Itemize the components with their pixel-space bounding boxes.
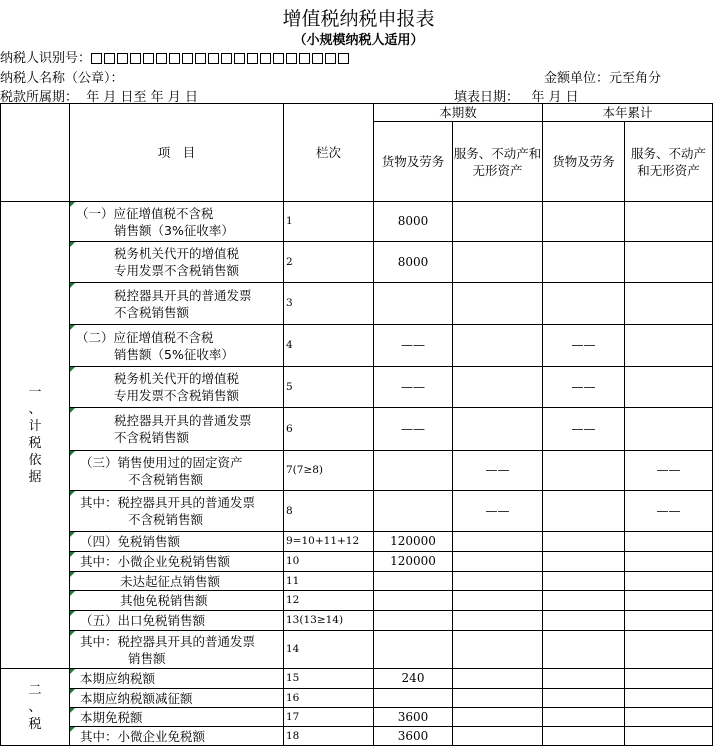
current-services-cell[interactable] xyxy=(453,242,543,283)
current-services-cell[interactable] xyxy=(453,325,543,367)
ytd-goods-cell[interactable] xyxy=(543,669,625,689)
current-services-cell[interactable] xyxy=(453,727,543,746)
ytd-goods-cell[interactable] xyxy=(543,451,625,491)
item-label: 其中：税控器具开具的普通发票 销售额 xyxy=(70,631,284,669)
item-label: （四）免税销售额 xyxy=(70,532,284,552)
current-services-cell[interactable] xyxy=(453,572,543,591)
current-goods-cell[interactable]: 240 xyxy=(374,669,453,689)
item-label: 本期应纳税额减征额 xyxy=(70,689,284,708)
ytd-goods-cell[interactable]: —— xyxy=(543,325,625,367)
current-services-cell[interactable] xyxy=(453,591,543,611)
tax-period-label: 税款所属期： xyxy=(0,90,79,105)
current-goods-cell[interactable] xyxy=(374,572,453,591)
lane-number: 13(13≥14) xyxy=(284,611,374,631)
item-label: 税控器具开具的普通发票 不含税销售额 xyxy=(70,408,284,451)
table-row xyxy=(1,591,713,611)
item-label: 税控器具开具的普通发票 不含税销售额 xyxy=(70,283,284,325)
current-goods-cell[interactable]: 3600 xyxy=(374,727,453,746)
ytd-goods-cell[interactable] xyxy=(543,532,625,552)
ytd-goods-cell[interactable] xyxy=(543,202,625,242)
lane-number: 9=10+11+12 xyxy=(284,532,374,552)
ytd-services-cell[interactable] xyxy=(625,325,713,367)
item-label: 税务机关代开的增值税 专用发票不含税销售额 xyxy=(70,242,284,283)
current-services-cell[interactable] xyxy=(453,631,543,669)
table-row xyxy=(1,283,713,325)
ytd-goods-cell[interactable]: —— xyxy=(543,408,625,451)
current-goods-cell[interactable] xyxy=(374,283,453,325)
lane-number: 17 xyxy=(284,708,374,727)
ytd-goods-cell[interactable] xyxy=(543,242,625,283)
ytd-goods-cell[interactable] xyxy=(543,552,625,572)
section-tax: 二 、 税 xyxy=(1,669,70,746)
item-label: （三）销售使用过的固定资产 不含税销售额 xyxy=(70,451,284,491)
table-row xyxy=(1,708,713,727)
table-row xyxy=(1,572,713,591)
form-title: 增值税纳税申报表 xyxy=(282,8,435,30)
col-header-cur-goods: 货物及劳务 xyxy=(374,122,453,202)
ytd-services-cell[interactable] xyxy=(625,408,713,451)
current-goods-cell[interactable]: —— xyxy=(374,367,453,408)
current-services-cell[interactable]: —— xyxy=(453,451,543,491)
item-label: 其他免税销售额 xyxy=(70,591,284,611)
col-header-ytd-services: 服务、不动产和无形资产 xyxy=(625,122,713,202)
current-goods-cell[interactable] xyxy=(374,491,453,532)
current-goods-cell[interactable]: 8000 xyxy=(374,202,453,242)
item-label: 本期应纳税额 xyxy=(70,669,284,689)
item-label: 本期免税额 xyxy=(70,708,284,727)
current-goods-cell[interactable]: 8000 xyxy=(374,242,453,283)
current-goods-cell[interactable] xyxy=(374,451,453,491)
table-row xyxy=(1,552,713,572)
current-services-cell[interactable] xyxy=(453,689,543,708)
table-row xyxy=(1,202,713,242)
lane-number: 15 xyxy=(284,669,374,689)
lane-number: 5 xyxy=(284,367,374,408)
ytd-services-cell[interactable] xyxy=(625,242,713,283)
ytd-services-cell[interactable]: —— xyxy=(625,491,713,532)
current-services-cell[interactable] xyxy=(453,669,543,689)
item-label: （二）应征增值税不含税 销售额（5%征收率） xyxy=(70,325,284,367)
table-row xyxy=(1,325,713,367)
lane-number: 8 xyxy=(284,491,374,532)
ytd-goods-cell[interactable] xyxy=(543,708,625,727)
lane-number: 10 xyxy=(284,552,374,572)
section-tax-basis: 一 、 计 税 依 据 xyxy=(1,202,70,669)
ytd-services-cell[interactable] xyxy=(625,689,713,708)
ytd-services-cell[interactable] xyxy=(625,283,713,325)
table-row xyxy=(1,491,713,532)
current-services-cell[interactable] xyxy=(453,552,543,572)
current-goods-cell[interactable] xyxy=(374,591,453,611)
taxpayer-id-boxes[interactable] xyxy=(91,51,351,66)
current-goods-cell[interactable]: —— xyxy=(374,325,453,367)
lane-number: 16 xyxy=(284,689,374,708)
ytd-services-cell[interactable] xyxy=(625,202,713,242)
ytd-goods-cell[interactable] xyxy=(543,611,625,631)
col-header-item: 项 目 xyxy=(70,104,284,202)
current-goods-cell[interactable]: 120000 xyxy=(374,532,453,552)
table-row xyxy=(1,611,713,631)
table-row xyxy=(1,408,713,451)
col-header-lane: 栏次 xyxy=(284,104,374,202)
current-goods-cell[interactable] xyxy=(374,689,453,708)
current-services-cell[interactable] xyxy=(453,532,543,552)
col-header-current: 本期数 xyxy=(374,104,543,122)
col-header-ytd-goods: 货物及劳务 xyxy=(543,122,625,202)
table-row xyxy=(1,242,713,283)
ytd-services-cell[interactable] xyxy=(625,708,713,727)
col-header-cur-services: 服务、不动产和无形资产 xyxy=(453,122,543,202)
table-row xyxy=(1,631,713,669)
lane-number: 7(7≥8) xyxy=(284,451,374,491)
ytd-goods-cell[interactable] xyxy=(543,283,625,325)
table-row xyxy=(1,532,713,552)
ytd-goods-cell[interactable]: —— xyxy=(543,367,625,408)
ytd-goods-cell[interactable] xyxy=(543,727,625,746)
ytd-services-cell[interactable] xyxy=(625,631,713,669)
taxpayer-id-label: 纳税人识别号： xyxy=(0,51,92,66)
fill-date-value: 年 月 日 xyxy=(531,90,579,105)
ytd-services-cell[interactable] xyxy=(625,591,713,611)
ytd-goods-cell[interactable] xyxy=(543,631,625,669)
lane-number: 3 xyxy=(284,283,374,325)
item-label: （五）出口免税销售额 xyxy=(70,611,284,631)
current-goods-cell[interactable]: —— xyxy=(374,408,453,451)
lane-number: 11 xyxy=(284,572,374,591)
col-header-ytd: 本年累计 xyxy=(543,104,713,122)
item-label: 税务机关代开的增值税 专用发票不含税销售额 xyxy=(70,367,284,408)
ytd-services-cell[interactable] xyxy=(625,611,713,631)
lane-number: 18 xyxy=(284,727,374,746)
current-services-cell[interactable] xyxy=(453,202,543,242)
form-subtitle: （小规模纳税人适用） xyxy=(293,33,424,48)
declaration-table xyxy=(0,103,713,746)
current-goods-cell[interactable] xyxy=(374,611,453,631)
ytd-services-cell[interactable] xyxy=(625,727,713,746)
taxpayer-name-label: 纳税人名称（公章）： xyxy=(0,71,124,86)
amount-unit: 金额单位：元至角分 xyxy=(544,71,662,86)
corner-cell xyxy=(1,104,70,202)
current-goods-cell[interactable] xyxy=(374,631,453,669)
ytd-services-cell[interactable] xyxy=(625,552,713,572)
lane-number: 14 xyxy=(284,631,374,669)
table-row xyxy=(1,669,713,689)
lane-number: 4 xyxy=(284,325,374,367)
current-goods-cell[interactable]: 3600 xyxy=(374,708,453,727)
current-services-cell[interactable] xyxy=(453,611,543,631)
current-goods-cell[interactable]: 120000 xyxy=(374,552,453,572)
ytd-services-cell[interactable] xyxy=(625,669,713,689)
current-services-cell[interactable] xyxy=(453,408,543,451)
ytd-services-cell[interactable]: —— xyxy=(625,451,713,491)
ytd-goods-cell[interactable] xyxy=(543,689,625,708)
item-label: 其中：小微企业免税销售额 xyxy=(70,552,284,572)
item-label: 其中：小微企业免税额 xyxy=(70,727,284,746)
ytd-services-cell[interactable] xyxy=(625,572,713,591)
table-row xyxy=(1,727,713,746)
table-row xyxy=(1,689,713,708)
ytd-services-cell[interactable] xyxy=(625,367,713,408)
item-label: （一）应征增值税不含税 销售额（3%征收率） xyxy=(70,202,284,242)
item-label: 未达起征点销售额 xyxy=(70,572,284,591)
item-label: 其中：税控器具开具的普通发票 不含税销售额 xyxy=(70,491,284,532)
tax-period-value: 年 月 日至 年 月 日 xyxy=(86,90,198,105)
current-services-cell[interactable] xyxy=(453,283,543,325)
ytd-goods-cell[interactable] xyxy=(543,491,625,532)
taxpayer-id-row xyxy=(0,47,351,66)
ytd-goods-cell[interactable] xyxy=(543,591,625,611)
table-row xyxy=(1,367,713,408)
lane-number: 1 xyxy=(284,202,374,242)
lane-number: 12 xyxy=(284,591,374,611)
ytd-goods-cell[interactable] xyxy=(543,572,625,591)
ytd-services-cell[interactable] xyxy=(625,532,713,552)
current-services-cell[interactable]: —— xyxy=(453,491,543,532)
current-services-cell[interactable] xyxy=(453,708,543,727)
fill-date-label: 填表日期： xyxy=(454,90,520,105)
table-row xyxy=(1,451,713,491)
lane-number: 2 xyxy=(284,242,374,283)
current-services-cell[interactable] xyxy=(453,367,543,408)
lane-number: 6 xyxy=(284,408,374,451)
